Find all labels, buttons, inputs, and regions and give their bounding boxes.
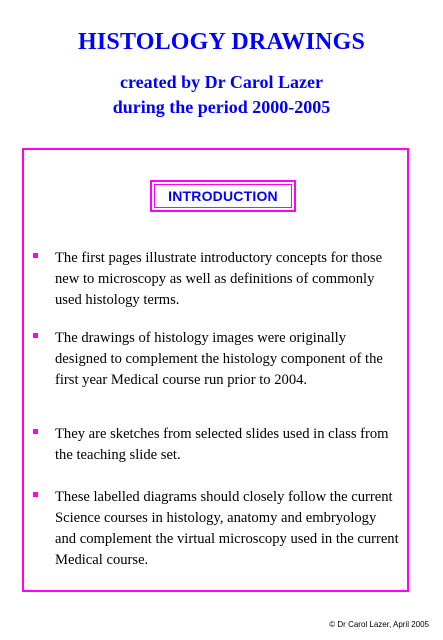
bullet-square-icon	[33, 333, 38, 338]
bullet-square-icon	[33, 492, 38, 497]
introduction-heading-box	[150, 180, 296, 212]
subtitle-period: during the period 2000-2005	[112, 97, 331, 117]
subtitle-author: created by Dr Carol Lazer	[120, 72, 323, 92]
introduction-frame	[22, 148, 409, 592]
bullet-square-icon	[33, 429, 38, 434]
introduction-heading: INTRODUCTION	[154, 184, 292, 208]
bullet-text: They are sketches from selected slides used in class from the teaching slide set.	[55, 426, 389, 463]
bullet-text: The drawings of histology images were originally designed to complement the histology component of the first year Medical course run prior to 2004.	[55, 330, 383, 388]
copyright-footer: © Dr Carol Lazer, April 2005	[329, 620, 429, 629]
bullet-square-icon	[33, 253, 38, 258]
bullet-text: These labelled diagrams should closely follow the current Science courses in histology, anatomy and embryology and complement the virtual microscopy used in the current Medical course.	[55, 489, 399, 568]
bullet-text: The first pages illustrate introductory concepts for those new to microscopy as well as definitions of commonly used histology terms.	[55, 250, 383, 308]
page-title: HISTOLOGY DRAWINGS	[77, 29, 365, 55]
